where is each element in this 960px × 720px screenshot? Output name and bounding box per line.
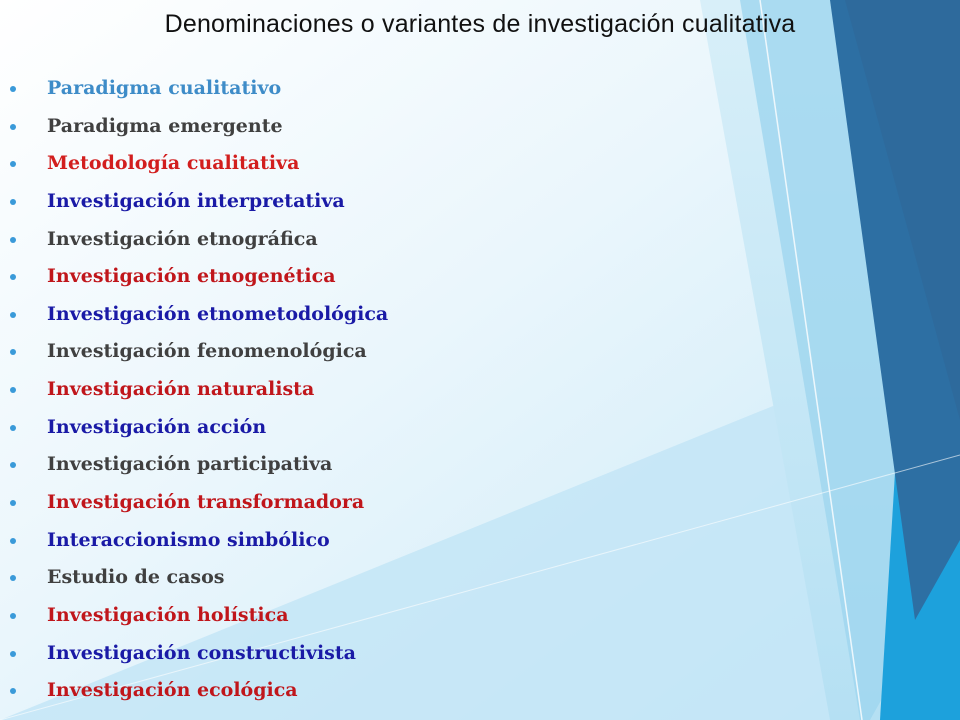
list-item-text: Investigación fenomenológica [47,340,367,363]
bullet-icon [10,538,16,544]
bullet-icon [10,387,16,393]
list-item-text: Investigación etnogenética [47,265,336,288]
variants-list [0,70,388,710]
bullet-icon [10,462,16,468]
list-item [0,258,388,296]
list-item-text: Investigación acción [47,415,267,438]
list-item-text: Investigación constructivista [47,641,356,664]
bullet-icon [10,575,16,581]
bullet-icon [10,688,16,694]
list-item-text: Investigación holística [47,603,289,626]
list-item [0,333,388,371]
list-item [0,70,388,108]
list-item-text: Investigación transformadora [47,491,365,514]
list-item-text: Paradigma cualitativo [47,77,282,99]
list-item [0,145,388,183]
list-item-text: Investigación etnometodológica [47,302,389,325]
list-item-text: Estudio de casos [47,566,225,589]
bullet-icon [10,161,16,167]
bullet-icon [10,500,16,506]
list-item [0,446,388,484]
bullet-icon [10,237,16,243]
list-item [0,221,388,259]
list-item-text: Investigación etnográfica [47,227,318,250]
list-item [0,635,388,673]
list-item-text: Investigación naturalista [47,378,315,401]
list-item [0,296,388,334]
slide-title: Denominaciones o variantes de investigación cualitativa [164,10,796,38]
bullet-icon [10,86,16,92]
bullet-icon [10,274,16,280]
list-item-text: Metodología cualitativa [47,152,300,175]
list-item [0,559,388,597]
list-item [0,183,388,221]
list-item [0,409,388,447]
list-item-text: Investigación ecológica [47,679,298,702]
bullet-icon [10,312,16,318]
list-item-text: Interaccionismo simbólico [47,528,330,551]
bullet-icon [10,651,16,657]
list-item-text: Investigación interpretativa [47,189,345,212]
list-item [0,484,388,522]
list-item [0,371,388,409]
bullet-icon [10,124,16,130]
bullet-icon [10,349,16,355]
list-item [0,597,388,635]
list-item [0,108,388,146]
bullet-icon [10,425,16,431]
bullet-icon [10,199,16,205]
list-item-text: Investigación participativa [47,453,333,476]
list-item [0,672,388,710]
bullet-icon [10,613,16,619]
list-item-text: Paradigma emergente [47,114,283,137]
list-item [0,522,388,560]
